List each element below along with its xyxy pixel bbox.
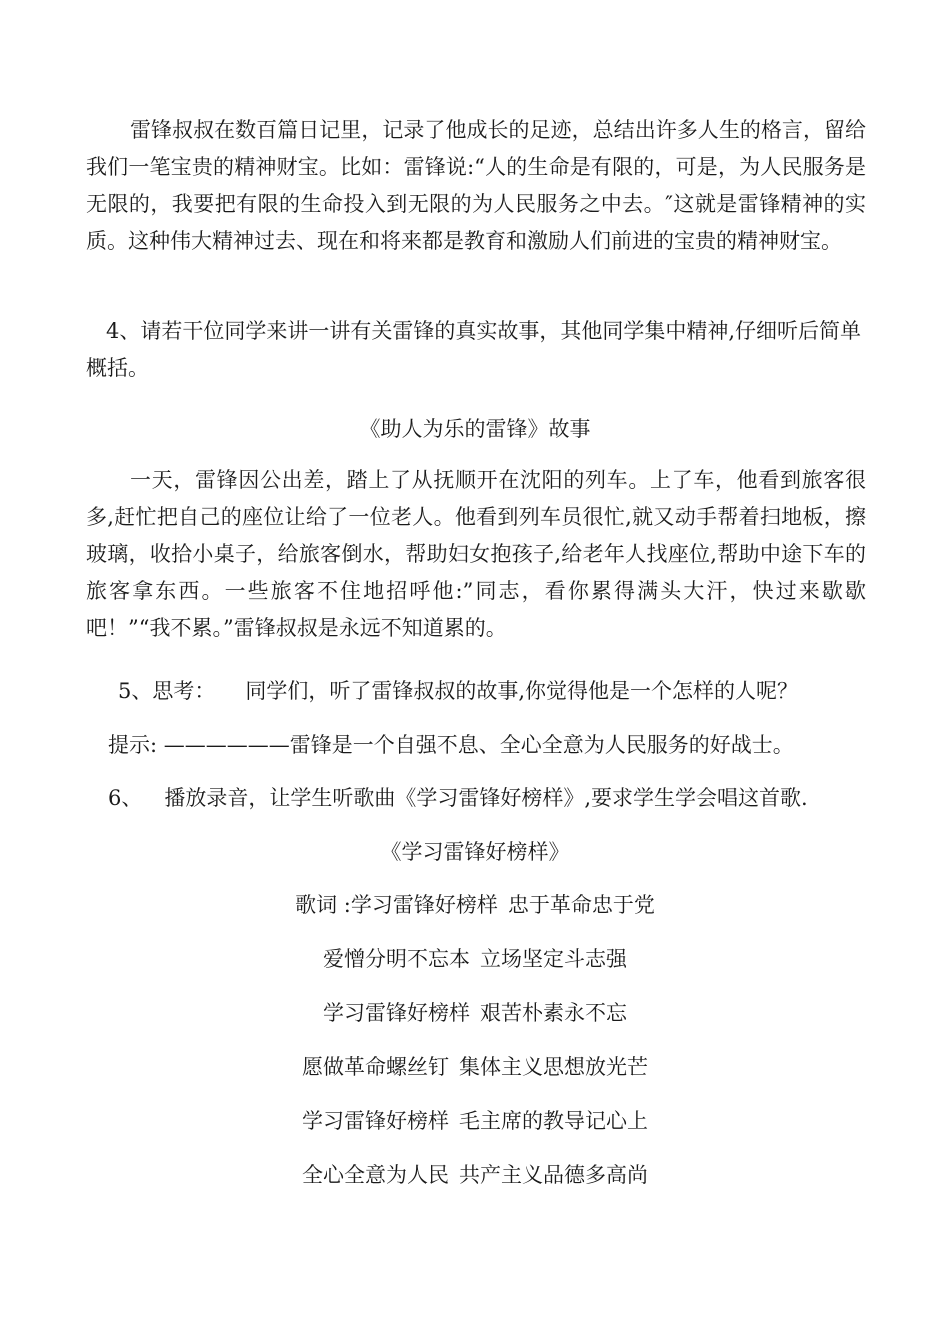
lyric-part: 全心全意为人民 (302, 1163, 449, 1187)
lyric-part: 学习雷锋好榜样 (302, 1109, 449, 1133)
lyric-part: 共产主义品德多高尚 (459, 1163, 648, 1187)
lyric-line (0, 1103, 950, 1140)
lyric-part: 忠于革命忠于党 (507, 893, 655, 917)
lyric-part: 学习雷锋好榜样 (350, 893, 498, 917)
lyric-line (0, 941, 950, 978)
step-5-text: 同学们，听了雷锋叔叔的故事,你觉得他是一个怎样的人呢？ (245, 679, 799, 703)
lyric-part: 集体主义思想放光芒 (459, 1055, 648, 1079)
step-6-text: 播放录音，让学生听歌曲《学习雷锋好榜样》,要求学生学会唱这首歌. (164, 786, 808, 810)
lyric-part: 学习雷锋好榜样 (323, 1001, 470, 1025)
intro-paragraph: 雷锋叔叔在数百篇日记里，记录了他成长的足迹，总结出许多人生的格言，留给我们一笔宝贵的精神财宝。比如：雷锋说:“人的生命是有限的，可是，为人民服务是无限的，我要把有限的生命投入到无限的为人民服务之中去。″这就是雷锋精神的实质。这种伟大精神过去、现在和将来都是教育和激励人们前进的宝贵的精神财宝。 (86, 118, 866, 253)
step-6-label: 6、 (108, 786, 143, 810)
step-4-paragraph: 4、请若干位同学来讲一讲有关雷锋的真实故事，其他同学集中精神,仔细听后简单概括。 (86, 319, 862, 380)
step-5-line (118, 673, 798, 710)
lyric-part: 爱憎分明不忘本 (323, 947, 470, 971)
step-5-label: 5、思考： (118, 679, 216, 703)
lyric-line (0, 887, 950, 924)
lyric-line (0, 1157, 950, 1194)
lyric-prefix: 歌词 : (295, 893, 351, 917)
lyric-part: 艰苦朴素永不忘 (480, 1001, 627, 1025)
step-6-line (108, 780, 808, 817)
lyric-part: 毛主席的教导记心上 (459, 1109, 648, 1133)
song-title: 《学习雷锋好榜样》 (380, 840, 570, 864)
lyric-part: 立场坚定斗志强 (480, 947, 627, 971)
story-paragraph: 一天，雷锋因公出差，踏上了从抚顺开在沈阳的列车。上了车，他看到旅客很多,赶忙把自己的座位让给了一位老人。他看到列车员很忙,就又动手帮着扫地板，擦玻璃，收拾小桌子，给旅客倒水，帮助妇女抱孩子,给老年人找座位,帮助中途下车的旅客拿东西。一些旅客不住地招呼他:”同志，看你累得满头大汗，快过来歇歇吧！”“我不累。”雷锋叔叔是永远不知道累的。 (86, 468, 866, 640)
lyric-part: 愿做革命螺丝钉 (302, 1055, 449, 1079)
lyric-line (0, 1049, 950, 1086)
story-title: 《助人为乐的雷锋》故事 (359, 417, 591, 441)
hint-line: 提示: ——————雷锋是一个自强不息、全心全意为人民服务的好战士。 (108, 733, 794, 757)
lyric-line (0, 995, 950, 1032)
